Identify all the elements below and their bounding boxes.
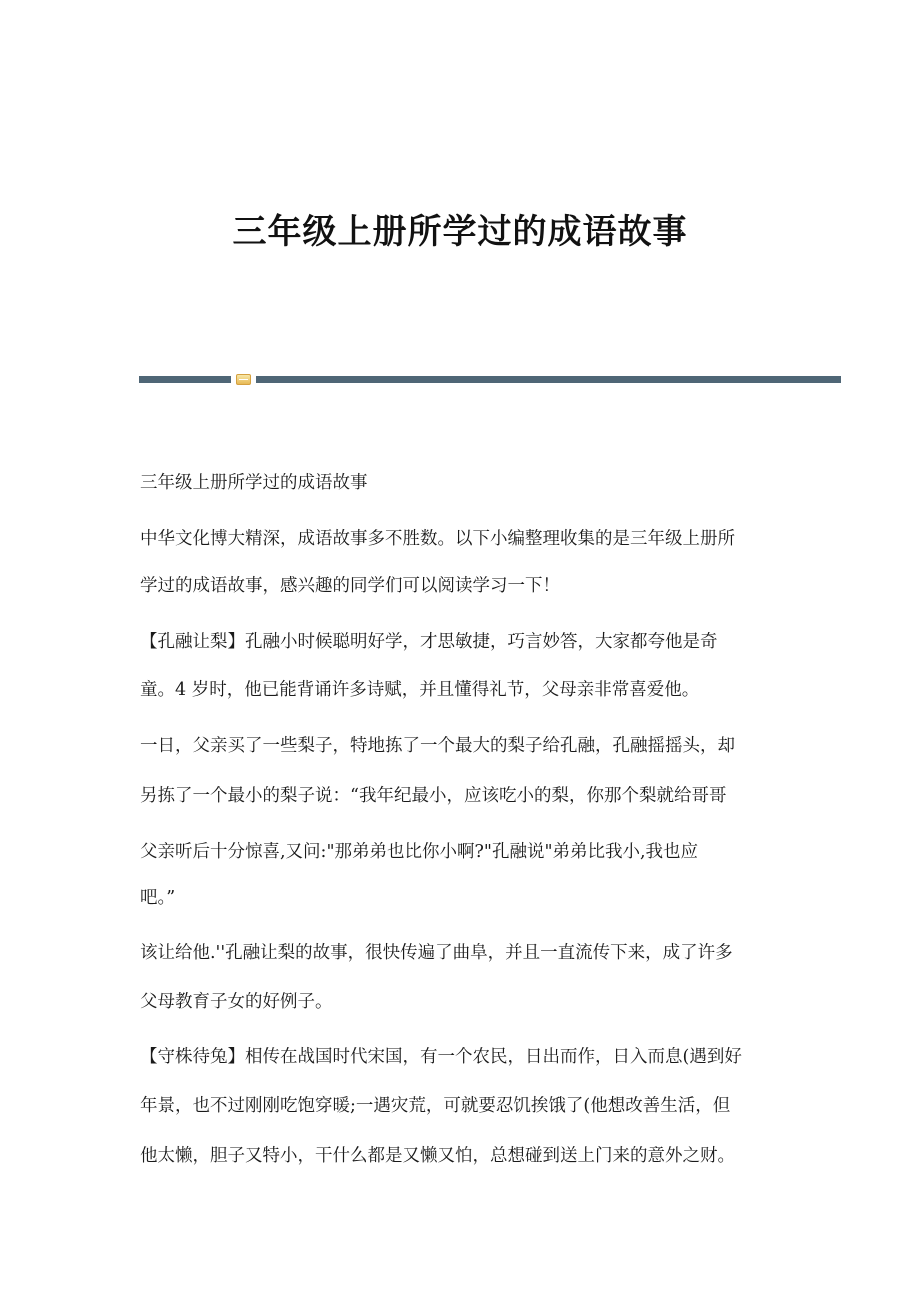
text-line: 该让给他.''孔融让梨的故事，很快传遍了曲阜，并且一直流传下来，成了许多: [140, 943, 733, 963]
text-line: 他太懒，胆子又特小，干什么都是又懒又怕，总想碰到送上门来的意外之财。: [140, 1146, 735, 1166]
subtitle-line: 三年级上册所学过的成语故事: [140, 473, 368, 493]
text-line: 另拣了一个最小的梨子说：“我年纪最小，应该吃小的梨，你那个梨就给哥哥: [140, 786, 727, 806]
section-divider: [139, 374, 841, 386]
text-line: 学过的成语故事，感兴趣的同学们可以阅读学习一下！: [140, 576, 560, 596]
page-title: 三年级上册所学过的成语故事: [232, 212, 688, 252]
text-line: 吧。”: [140, 888, 176, 908]
text-line: 年景，也不过刚刚吃饱穿暖;一遇灾荒，可就要忍饥挨饿了(他想改善生活，但: [140, 1096, 731, 1116]
text-line: 一日，父亲买了一些梨子，特地拣了一个最大的梨子给孔融，孔融摇摇头，却: [140, 736, 735, 756]
text-line: 中华文化博大精深，成语故事多不胜数。以下小编整理收集的是三年级上册所: [140, 529, 735, 549]
text-line: 父母教育子女的好例子。: [140, 992, 333, 1012]
text-line: 童。4 岁时，他已能背诵许多诗赋，并且懂得礼节，父母亲非常喜爱他。: [140, 680, 700, 700]
divider-bar-left: [139, 376, 231, 383]
text-line: 【守株待兔】相传在战国时代宋国，有一个农民，日出而作，日入而息(遇到好: [140, 1047, 742, 1067]
text-line: 【孔融让梨】孔融小时候聪明好学，才思敏捷，巧言妙答，大家都夸他是奇: [140, 632, 718, 652]
divider-bar-right: [256, 376, 841, 383]
divider-ornament-icon: [236, 374, 251, 385]
text-line: 父亲听后十分惊喜,又问:"那弟弟也比你小啊?"孔融说"弟弟比我小,我也应: [140, 842, 699, 862]
